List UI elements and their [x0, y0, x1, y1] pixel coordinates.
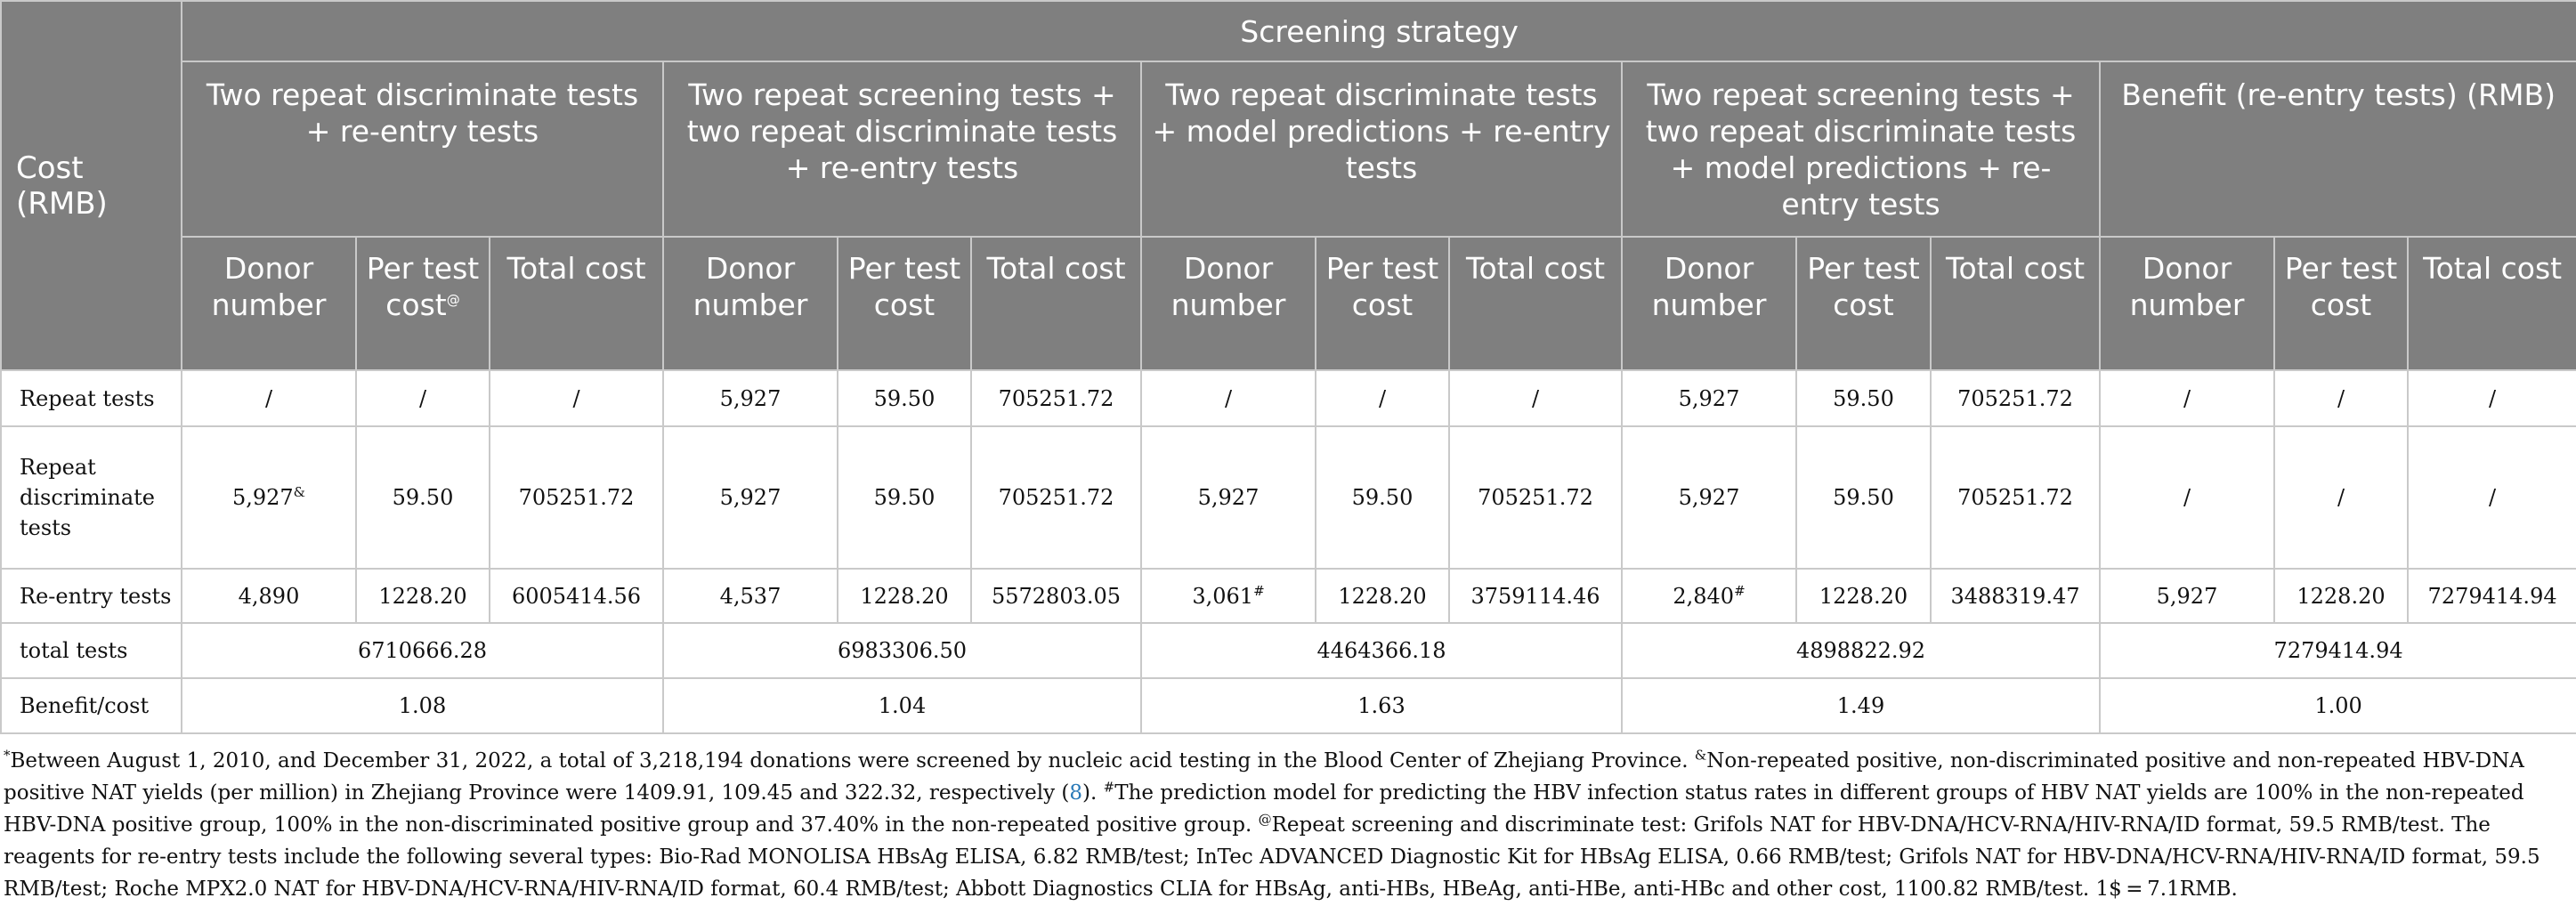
table-cell: 5,927	[2100, 569, 2274, 623]
table-cell: 7279414.94	[2408, 569, 2576, 623]
table-cell: 1228.20	[1796, 569, 1931, 623]
strategy-header-5: Benefit (re-entry tests) (RMB)	[2100, 61, 2576, 237]
row-label: Repeat discriminate tests	[1, 426, 182, 569]
table-cell: /	[2274, 426, 2408, 569]
table-cell: 1.63	[1141, 678, 1622, 733]
table-cell: 3488319.47	[1931, 569, 2100, 623]
subheader-total-cost: Total cost	[1931, 237, 2100, 370]
table-cell: 1.04	[663, 678, 1141, 733]
table-row-repeat-tests	[1, 370, 2576, 426]
table-cell: 1228.20	[1316, 569, 1449, 623]
table-cell: 5,927	[1141, 426, 1316, 569]
footnote-marker: @	[446, 292, 460, 308]
subheader-donor-number: Donor number	[1141, 237, 1316, 370]
table-cell: /	[2100, 370, 2274, 426]
footnote-text: Between August 1, 2010, and December 31, 2022, a total of 3,218,194 donations were screened by nucleic acid testing in the Blood Center of Zhejiang Province.	[10, 749, 1695, 772]
table-cell: 705251.72	[1931, 370, 2100, 426]
table-row-repeat-discriminate-tests	[1, 426, 2576, 569]
subheader-donor-number: Donor number	[1622, 237, 1796, 370]
table-cell: /	[1141, 370, 1316, 426]
table-cell: 705251.72	[971, 370, 1141, 426]
footnote-text: The prediction model for predicting the HBV infection status rates in different groups of HBV NAT yields are 100% in the non-repeated HBV-DNA positive group, 100% in the non-discriminated positive group and 37.40% in the non-repeated positive group.	[4, 781, 2524, 837]
strategy-header-4: Two repeat screening tests + two repeat discriminate tests + model predictions + re-entry tests	[1622, 61, 2100, 237]
subheader-total-cost: Total cost	[2408, 237, 2576, 370]
strategy-header-2: Two repeat screening tests + two repeat discriminate tests + re-entry tests	[663, 61, 1141, 237]
footnote-marker: &	[1694, 747, 1707, 764]
subheader-per-test-cost: Per test cost@	[356, 237, 490, 370]
table-row-benefit-cost	[1, 678, 2576, 733]
footnote-marker: *	[4, 747, 11, 764]
table-cell: 1228.20	[2274, 569, 2408, 623]
table-cell: 705251.72	[1931, 426, 2100, 569]
row-label: Benefit/cost	[1, 678, 182, 733]
table-cell: 5,927	[1622, 426, 1796, 569]
subheader-total-cost: Total cost	[971, 237, 1141, 370]
footnote-marker: #	[1734, 582, 1746, 599]
reference-link[interactable]: 8	[1069, 781, 1083, 805]
subheader-total-cost: Total cost	[1449, 237, 1622, 370]
table-cell: 59.50	[1796, 370, 1931, 426]
table-footnote	[0, 734, 2571, 905]
table-cell: 3,061#	[1141, 569, 1316, 623]
table-cell: 59.50	[838, 426, 971, 569]
table-cell: /	[2408, 370, 2576, 426]
table-cell: 59.50	[356, 426, 490, 569]
table-cell: 59.50	[1796, 426, 1931, 569]
subheader-per-test-cost: Per test cost	[1796, 237, 1931, 370]
table-cell: 705251.72	[490, 426, 663, 569]
table-cell: 6983306.50	[663, 623, 1141, 678]
table-body	[1, 370, 2576, 733]
table-cell: 1228.20	[356, 569, 490, 623]
table-cell: 7279414.94	[2100, 623, 2576, 678]
table-cell: /	[490, 370, 663, 426]
table-cell: 1.49	[1622, 678, 2100, 733]
footnote-marker: &	[293, 484, 306, 500]
corner-label: Cost (RMB)	[1, 1, 182, 370]
group-title: Screening strategy	[182, 1, 2576, 61]
subheader-per-test-cost: Per test cost	[1316, 237, 1449, 370]
footnote-text: Repeat screening and discriminate test: Grifols NAT for HBV-DNA/HCV-RNA/HIV-RNA/ID format, 59.5 RMB/test. The reagents for re-entry tests include the following several types: Bio-Rad MONOLISA HBsAg ELISA, 6.82 RMB/test; InTec ADVANCED Diagnostic Kit for HBsAg ELISA, 0.66 RMB/test; Grifols NAT for HBV-DNA/HCV-RNA/HIV-RNA/ID format, 59.5 RMB/test; Roche MPX2.0 NAT for HBV-DNA/HCV-RNA/HIV-RNA/ID format, 60.4 RMB/test; Abbott Diagnostics CLIA for HBsAg, anti-HBs, HBeAg, anti-HBe, anti-HBc and other cost, 1100.82 RMB/test. 1$ = 7.1RMB.	[4, 813, 2540, 901]
table-cell: 4464366.18	[1141, 623, 1622, 678]
strategy-header-3: Two repeat discriminate tests + model predictions + re-entry tests	[1141, 61, 1622, 237]
table-cell: 4,890	[182, 569, 356, 623]
table-row-total-tests	[1, 623, 2576, 678]
table-cell: 1.00	[2100, 678, 2576, 733]
table-cell: 5,927	[663, 426, 838, 569]
table-cell: 6710666.28	[182, 623, 663, 678]
table-cell: 705251.72	[1449, 426, 1622, 569]
footnote-marker: #	[1103, 779, 1115, 796]
footnote-text: Non-repeated positive, non-discriminated positive and non-repeated HBV-DNA positive NAT yields (per million) in Zhejiang Province were 1409.91, 109.45 and 322.32, respectively (	[4, 749, 2524, 805]
table-cell: 1228.20	[838, 569, 971, 623]
table-cell: 6005414.56	[490, 569, 663, 623]
table-cell: 2,840#	[1622, 569, 1796, 623]
footnote-text: ).	[1082, 781, 1104, 805]
subheader-per-test-cost: Per test cost	[2274, 237, 2408, 370]
table-cell: /	[2274, 370, 2408, 426]
row-label: Re-entry tests	[1, 569, 182, 623]
subheader-total-cost: Total cost	[490, 237, 663, 370]
table-cell: 5572803.05	[971, 569, 1141, 623]
table-cell: /	[356, 370, 490, 426]
table-row-reentry-tests	[1, 569, 2576, 623]
table-cell: /	[1316, 370, 1449, 426]
table-cell: /	[2100, 426, 2274, 569]
table-cell: /	[2408, 426, 2576, 569]
table-cell: 1.08	[182, 678, 663, 733]
table-cell: 59.50	[838, 370, 971, 426]
footnote-marker: @	[1258, 811, 1272, 828]
footnote-marker: #	[1253, 582, 1265, 599]
subheader-per-test-cost: Per test cost	[838, 237, 971, 370]
subheader-donor-number: Donor number	[663, 237, 838, 370]
table-cell: 4,537	[663, 569, 838, 623]
table-cell: 4898822.92	[1622, 623, 2100, 678]
table-cell: /	[1449, 370, 1622, 426]
row-label: Repeat tests	[1, 370, 182, 426]
table-header	[1, 1, 2576, 370]
table-cell: 5,927&	[182, 426, 356, 569]
table-cell: 59.50	[1316, 426, 1449, 569]
table-cell: 5,927	[1622, 370, 1796, 426]
subheader-donor-number: Donor number	[2100, 237, 2274, 370]
table-cell: 5,927	[663, 370, 838, 426]
strategy-header-1: Two repeat discriminate tests + re-entry tests	[182, 61, 663, 237]
table-cell: 705251.72	[971, 426, 1141, 569]
subheader-donor-number: Donor number	[182, 237, 356, 370]
table-cell: 3759114.46	[1449, 569, 1622, 623]
table-cell: /	[182, 370, 356, 426]
row-label: total tests	[1, 623, 182, 678]
